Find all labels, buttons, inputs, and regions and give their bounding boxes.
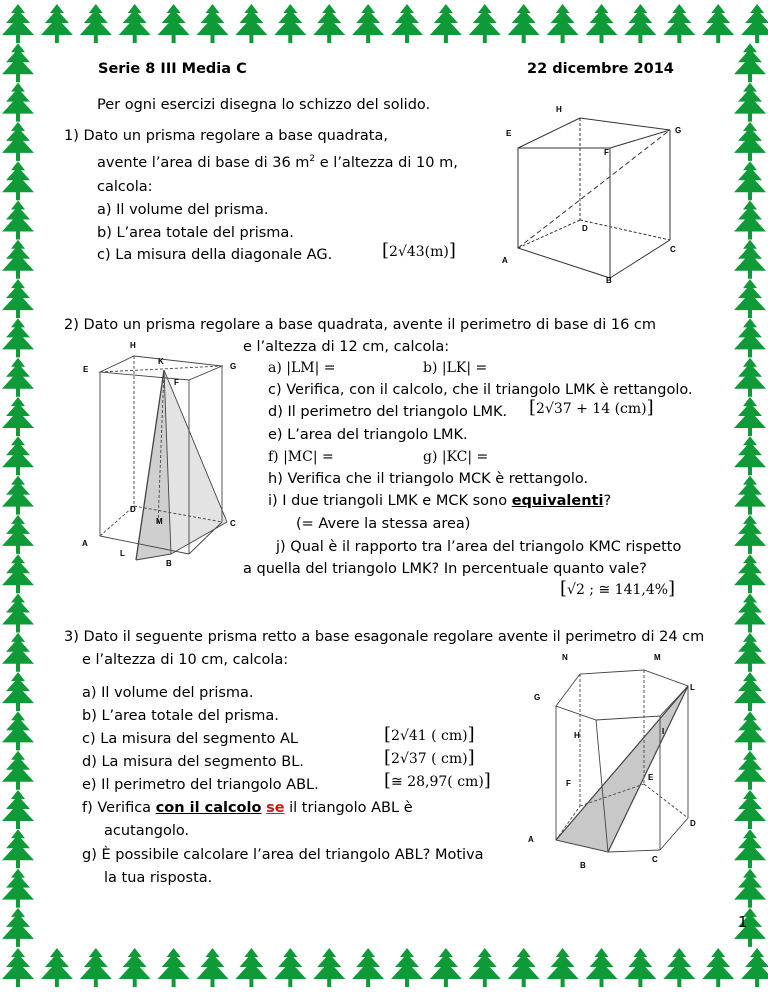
tree-icon	[734, 83, 766, 122]
tree-icon	[734, 201, 766, 240]
fig1-label: H	[556, 105, 562, 114]
ex3-answer-e: [≅ 28,97( cm)]	[384, 770, 491, 791]
tree-icon	[235, 948, 267, 987]
fig2-label: G	[230, 362, 237, 371]
tree-icon	[2, 476, 34, 515]
fig1-label: E	[506, 129, 512, 138]
ex1-item-b: b) L’area totale del prisma.	[97, 225, 294, 241]
ex3-answer-c: [2√41 ( cm)]	[384, 724, 475, 745]
ex2-answer-d: [2√37 + 14 (cm)]	[529, 397, 654, 418]
tree-icon	[352, 948, 384, 987]
fig2-label: F	[174, 378, 179, 387]
ex1-item-c: c) La misura della diagonale AG.	[97, 247, 333, 263]
tree-icon	[734, 161, 766, 200]
ex2-item-j-line2: a quella del triangolo LMK? In percentuale quanto vale?	[243, 561, 647, 577]
ex3-item-g-line2: la tua risposta.	[104, 870, 213, 886]
fig3-label: G	[534, 693, 541, 702]
tree-icon	[2, 672, 34, 711]
ex3-item-a: a) Il volume del prisma.	[82, 685, 254, 701]
tree-icon	[2, 318, 34, 357]
ex3-item-b: b) L’area totale del prisma.	[82, 708, 279, 724]
tree-icon	[734, 318, 766, 357]
tree-icon	[2, 554, 34, 593]
tree-icon	[469, 948, 501, 987]
tree-icon	[2, 397, 34, 436]
tree-icon	[624, 4, 656, 43]
fig2-label: B	[166, 559, 172, 568]
tree-icon	[734, 672, 766, 711]
tree-icon	[2, 908, 34, 947]
tree-icon	[624, 948, 656, 987]
fig1-label: D	[582, 224, 588, 233]
ex3-answer-d: [2√37 ( cm)]	[384, 747, 475, 768]
tree-icon	[80, 4, 112, 43]
ex1-answer-c: [2√43(m)]	[382, 240, 456, 261]
tree-icon	[41, 4, 73, 43]
tree-icon	[734, 397, 766, 436]
tree-icon	[2, 633, 34, 672]
series-title: Serie 8 III Media C	[98, 61, 247, 77]
page-number: 1	[738, 913, 748, 931]
fig3-label: L	[690, 683, 695, 692]
tree-icon	[734, 869, 766, 908]
ex2-item-i: i) I due triangoli LMK e MCK sono equivalenti?	[268, 493, 612, 509]
ex2-item-e: e) L’area del triangolo LMK.	[268, 427, 468, 443]
tree-icon	[508, 4, 540, 43]
tree-icon	[734, 43, 766, 82]
fig3-label: F	[566, 779, 571, 788]
tree-icon	[586, 948, 618, 987]
tree-icon	[702, 4, 734, 43]
tree-icon	[391, 948, 423, 987]
fig2-label: H	[130, 341, 136, 350]
ex3-item-d: d) La misura del segmento BL.	[82, 754, 304, 770]
fig1-label: B	[606, 276, 612, 285]
prism-triangles-figure	[80, 336, 250, 576]
fig1-label: A	[502, 256, 508, 265]
tree-icon	[197, 4, 229, 43]
ex1-line1: 1) Dato un prisma regolare a base quadrata,	[64, 128, 388, 144]
tree-icon	[2, 790, 34, 829]
tree-icon	[158, 4, 190, 43]
tree-icon	[2, 358, 34, 397]
ex3-item-f: f) Verifica con il calcolo se il triangolo ABL è	[82, 800, 413, 816]
ex3-line2: e l’altezza di 10 cm, calcola:	[82, 652, 289, 668]
tree-icon	[2, 83, 34, 122]
tree-icon	[430, 4, 462, 43]
tree-icon	[313, 4, 345, 43]
tree-icon	[2, 515, 34, 554]
fig2-label: M	[156, 517, 163, 526]
fig3-label: M	[654, 653, 661, 662]
tree-icon	[734, 436, 766, 475]
tree-icon	[313, 948, 345, 987]
tree-icon	[741, 948, 768, 987]
tree-icon	[734, 711, 766, 750]
tree-icon	[430, 948, 462, 987]
tree-icon	[508, 948, 540, 987]
fig3-label: E	[648, 773, 654, 782]
tree-icon	[469, 4, 501, 43]
fig2-label: L	[120, 549, 125, 558]
tree-icon	[41, 948, 73, 987]
ex2-item-f: f) |MC| =	[268, 449, 334, 465]
ex3-item-e: e) Il perimetro del triangolo ABL.	[82, 777, 319, 793]
tree-icon	[235, 4, 267, 43]
ex2-item-g: g) |KC| =	[423, 449, 489, 465]
tree-icon	[2, 43, 34, 82]
ex2-line1: 2) Dato un prisma regolare a base quadrata, avente il perimetro di base di 16 cm	[64, 317, 657, 333]
fig3-label: I	[662, 727, 665, 736]
ex2-item-h: h) Verifica che il triangolo MCK è rettangolo.	[268, 471, 589, 487]
tree-icon	[734, 515, 766, 554]
fig2-label: C	[230, 519, 236, 528]
fig3-label: C	[652, 855, 658, 864]
fig1-label: F	[604, 148, 609, 157]
tree-icon	[741, 4, 768, 43]
cube-figure	[500, 100, 690, 285]
tree-icon	[119, 4, 151, 43]
tree-icon	[734, 358, 766, 397]
tree-icon	[274, 4, 306, 43]
tree-icon	[352, 4, 384, 43]
fig1-label: C	[670, 245, 676, 254]
fig3-label: N	[562, 653, 568, 662]
intro-text: Per ogni esercizi disegna lo schizzo del solido.	[97, 97, 431, 113]
tree-icon	[2, 869, 34, 908]
tree-icon	[734, 751, 766, 790]
tree-icon	[663, 4, 695, 43]
tree-icon	[734, 633, 766, 672]
fig2-label: D	[130, 505, 136, 514]
tree-icon	[197, 948, 229, 987]
tree-icon	[2, 948, 34, 987]
ex1-item-a: a) Il volume del prisma.	[97, 202, 269, 218]
fig2-label: E	[83, 365, 89, 374]
header-date: 22 dicembre 2014	[527, 61, 674, 77]
tree-icon	[734, 554, 766, 593]
tree-icon	[2, 122, 34, 161]
fig3-label: D	[690, 819, 696, 828]
fig3-label: H	[574, 731, 580, 740]
tree-icon	[2, 711, 34, 750]
ex2-line2: e l’altezza di 12 cm, calcola:	[243, 339, 450, 355]
tree-icon	[547, 948, 579, 987]
tree-icon	[702, 948, 734, 987]
tree-icon	[663, 948, 695, 987]
tree-icon	[119, 948, 151, 987]
tree-icon	[586, 4, 618, 43]
tree-icon	[274, 948, 306, 987]
tree-icon	[2, 829, 34, 868]
tree-icon	[2, 279, 34, 318]
tree-icon	[734, 829, 766, 868]
ex3-line1: 3) Dato il seguente prisma retto a base esagonale regolare avente il perimetro di 24 cm	[64, 629, 705, 645]
tree-icon	[391, 4, 423, 43]
ex2-answer-j: [√2 ; ≅ 141,4%]	[560, 578, 676, 599]
ex3-item-g-line1: g) È possibile calcolare l’area del triangolo ABL? Motiva	[82, 847, 484, 863]
fig1-label: G	[675, 126, 682, 135]
tree-icon	[158, 948, 190, 987]
tree-icon	[734, 279, 766, 318]
ex3-item-f-line2: acutangolo.	[104, 823, 190, 839]
ex2-item-d: d) Il perimetro del triangolo LMK.	[268, 404, 508, 420]
tree-icon	[80, 948, 112, 987]
ex2-item-i-note: (= Avere la stessa area)	[296, 516, 471, 532]
tree-icon	[2, 436, 34, 475]
tree-icon	[2, 161, 34, 200]
ex1-line2: avente l’area di base di 36 $m^2$ e l’altezza di 10 m,	[97, 154, 458, 171]
hexagonal-prism-figure	[520, 646, 710, 876]
ex2-item-c: c) Verifica, con il calcolo, che il triangolo LMK è rettangolo.	[268, 382, 693, 398]
ex1-line3: calcola:	[97, 179, 153, 195]
fig3-label: B	[580, 861, 586, 870]
ex2-item-j-line1: j) Qual è il rapporto tra l’area del triangolo KMC rispetto	[276, 539, 682, 555]
fig2-label: K	[158, 357, 164, 366]
tree-icon	[734, 240, 766, 279]
ex2-item-b: b) |LK| =	[423, 360, 488, 376]
tree-icon	[2, 751, 34, 790]
tree-icon	[2, 4, 34, 43]
tree-icon	[734, 476, 766, 515]
tree-icon	[2, 240, 34, 279]
tree-icon	[2, 201, 34, 240]
fig2-label: A	[82, 539, 88, 548]
tree-icon	[2, 594, 34, 633]
tree-icon	[547, 4, 579, 43]
ex2-item-a: a) |LM| =	[268, 360, 336, 376]
ex3-item-c: c) La misura del segmento AL	[82, 731, 299, 747]
fig3-label: A	[528, 835, 534, 844]
tree-icon	[734, 594, 766, 633]
tree-icon	[734, 790, 766, 829]
tree-icon	[734, 122, 766, 161]
